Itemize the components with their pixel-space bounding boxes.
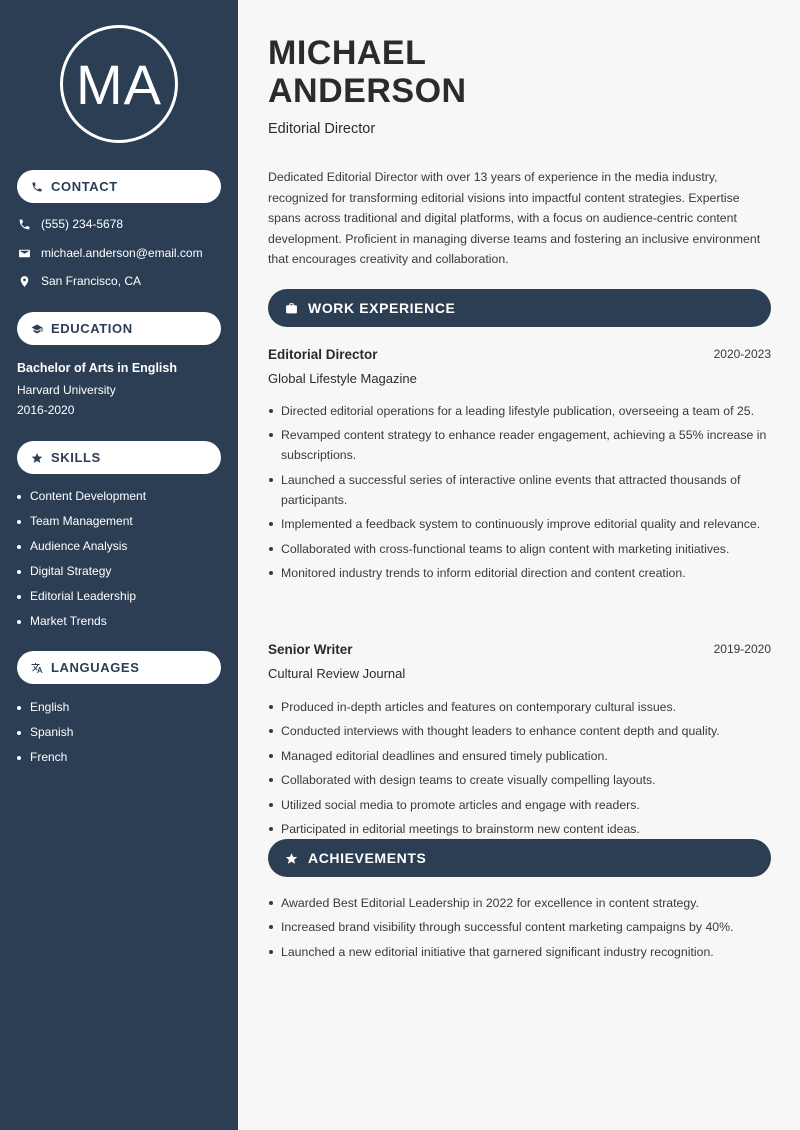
job-bullet: Collaborated with cross-functional teams to align content with marketing initiatives. — [268, 539, 773, 559]
achievement-item: Launched a new editorial initiative that garnered significant industry recognition. — [268, 942, 773, 962]
education-school: Harvard University — [17, 383, 116, 397]
education-heading: EDUCATION — [51, 321, 133, 336]
job-bullet: Produced in-depth articles and features on contemporary cultural issues. — [268, 697, 773, 717]
achievement-item: Awarded Best Editorial Leadership in 2022 for excellence in content strategy. — [268, 893, 773, 913]
contact-location: San Francisco, CA — [41, 274, 142, 288]
work-experience-heading-bar — [268, 289, 771, 327]
language-item: French — [17, 750, 73, 775]
candidate-name — [268, 34, 467, 110]
avatar — [60, 25, 178, 143]
education-years: 2016-2020 — [17, 403, 75, 417]
star-icon — [31, 452, 43, 464]
main-content — [238, 0, 800, 1130]
job-bullet: Participated in editorial meetings to brainstorm new content ideas. — [268, 819, 773, 839]
skills-heading-pill — [17, 441, 221, 474]
job-bullet: Monitored industry trends to inform editorial direction and content creation. — [268, 563, 773, 583]
email-icon — [17, 246, 31, 260]
education-degree: Bachelor of Arts in English — [17, 361, 177, 375]
job-company: Cultural Review Journal — [268, 666, 406, 681]
first-name: MICHAEL — [268, 34, 427, 72]
education-heading-pill — [17, 312, 221, 345]
star-icon — [285, 852, 298, 865]
location-pin-icon — [17, 274, 31, 288]
contact-location-row — [17, 274, 141, 288]
contact-email[interactable]: michael.anderson@email.com — [41, 246, 203, 260]
job-bullet: Collaborated with design teams to create visually compelling layouts. — [268, 770, 773, 790]
job-bullet: Revamped content strategy to enhance reader engagement, achieving a 55% increase in subscriptions. — [268, 425, 773, 465]
graduation-cap-icon — [31, 323, 43, 335]
achievement-item: Increased brand visibility through successful content marketing campaigns by 40%. — [268, 917, 773, 937]
job-role: Senior Writer — [268, 642, 353, 657]
job-bullet: Utilized social media to promote articles and engage with readers. — [268, 795, 773, 815]
skills-heading: SKILLS — [51, 450, 101, 465]
skill-item: Audience Analysis — [17, 539, 146, 564]
skill-item: Team Management — [17, 514, 146, 539]
languages-heading: LANGUAGES — [51, 660, 140, 675]
job-bullets — [268, 401, 773, 587]
contact-heading-pill — [17, 170, 221, 203]
contact-email-row — [17, 246, 203, 260]
job-role: Editorial Director — [268, 347, 378, 362]
languages-list — [17, 700, 73, 775]
contact-phone-row — [17, 217, 123, 231]
job-company: Global Lifestyle Magazine — [268, 371, 417, 386]
job-dates: 2019-2020 — [713, 642, 771, 656]
skill-item: Editorial Leadership — [17, 589, 146, 614]
achievements-heading-bar — [268, 839, 771, 877]
language-item: English — [17, 700, 73, 725]
job-bullet: Implemented a feedback system to continuously improve editorial quality and relevance. — [268, 514, 773, 534]
work-experience-heading: WORK EXPERIENCE — [308, 300, 456, 316]
achievements-heading: ACHIEVEMENTS — [308, 850, 427, 866]
job-bullets — [268, 697, 773, 843]
job-dates: 2020-2023 — [713, 347, 771, 361]
last-name: ANDERSON — [268, 72, 467, 110]
skill-item: Market Trends — [17, 614, 146, 639]
job-bullet: Directed editorial operations for a leading lifestyle publication, overseeing a team of 25. — [268, 401, 773, 421]
phone-icon — [31, 181, 43, 193]
translate-icon — [31, 662, 43, 674]
skill-item: Content Development — [17, 489, 146, 514]
job-bullet: Launched a successful series of interactive online events that attracted thousands of participants. — [268, 470, 773, 510]
skill-item: Digital Strategy — [17, 564, 146, 589]
languages-heading-pill — [17, 651, 221, 684]
briefcase-icon — [285, 302, 298, 315]
avatar-initials: MA — [76, 52, 162, 116]
job-title: Editorial Director — [268, 121, 376, 137]
sidebar — [0, 0, 238, 1130]
skills-list — [17, 489, 146, 639]
contact-heading: CONTACT — [51, 179, 118, 194]
profile-summary: Dedicated Editorial Director with over 13 years of experience in the media industry, recognized for transforming editorial visions into impactful content strategies. Expertise spans across traditional and digital platforms, with a focus on audience-centric content development. Proficient in managing diverse teams and fostering an inclusive environment that encourages creativity and collaboration. — [268, 170, 761, 266]
language-item: Spanish — [17, 725, 73, 750]
achievements-list — [268, 893, 773, 966]
phone-icon — [17, 217, 31, 231]
contact-phone[interactable]: (555) 234-5678 — [41, 217, 124, 231]
job-bullet: Conducted interviews with thought leaders to enhance content depth and quality. — [268, 721, 773, 741]
job-bullet: Managed editorial deadlines and ensured timely publication. — [268, 746, 773, 766]
